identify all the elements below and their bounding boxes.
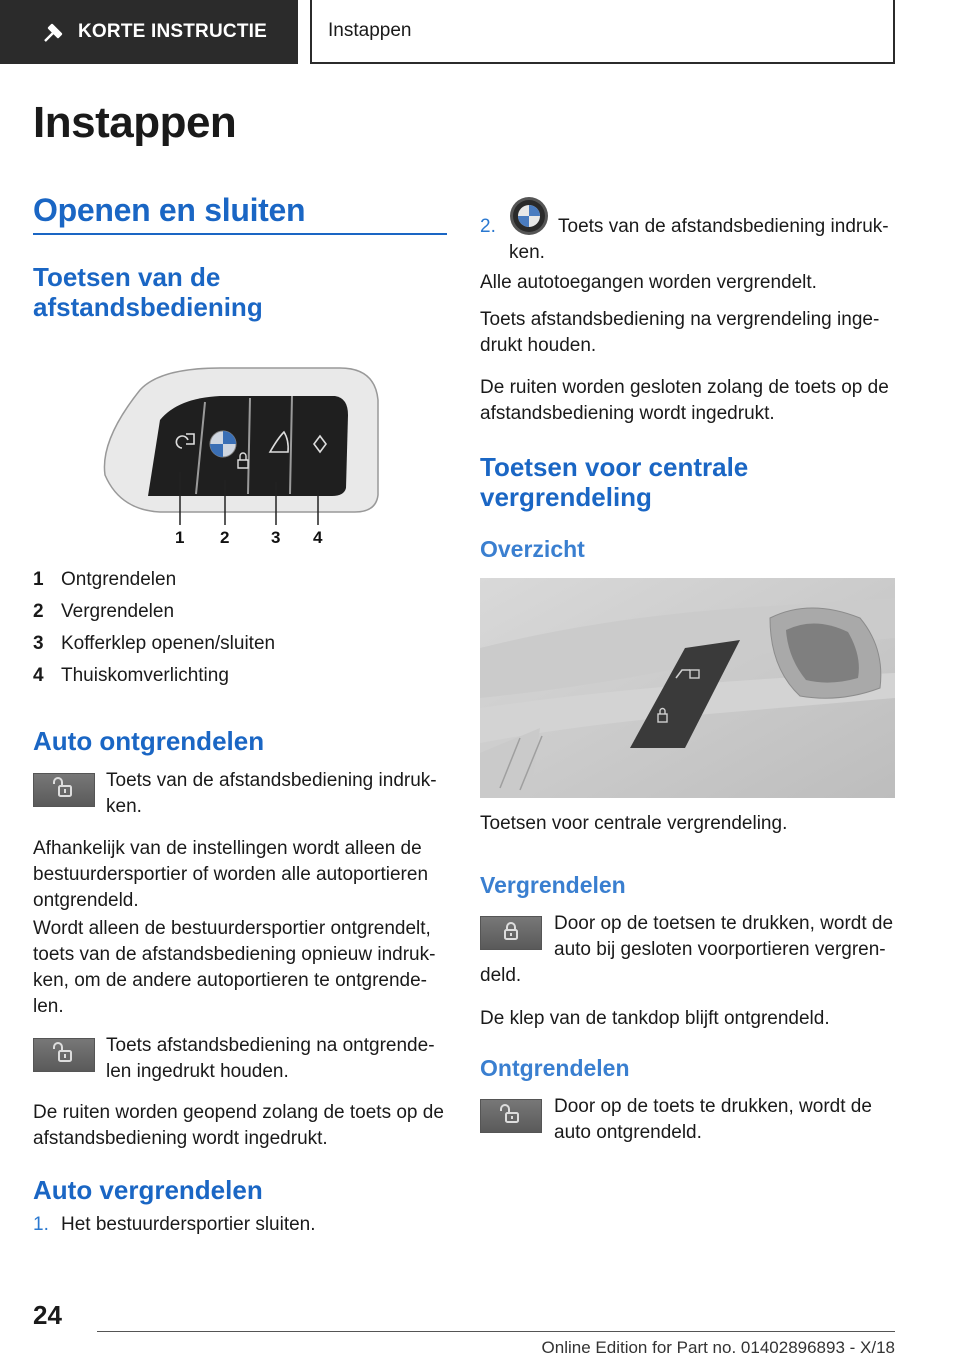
unlock-icon xyxy=(51,777,77,804)
lock-paragraph: De ruiten worden gesloten zolang de toets op de afstandsbediening wordt ingedrukt. xyxy=(480,377,889,424)
overview-heading: Overzicht xyxy=(480,536,585,562)
list-item xyxy=(33,628,447,660)
legend-number: 3 xyxy=(33,633,44,654)
fob-callout: 1 xyxy=(175,528,185,547)
fob-legend xyxy=(33,564,447,692)
unlock-paragraph: Wordt alleen de bestuurdersportier ontgrendelt, toets van de afstandsbediening opnieuw indruk-ken, om de andere autoportieren te ontgrende-len. xyxy=(33,918,436,1017)
lock-paragraph: Toets afstandsbediening na vergrendeling inge-drukt houden. xyxy=(480,309,880,356)
lock-sub-line2: auto bij gesloten voorportieren vergren- xyxy=(554,939,886,960)
unlock-hold-line2: len ingedrukt houden. xyxy=(106,1061,289,1082)
key-fob-image xyxy=(100,360,382,550)
unlock-icon xyxy=(498,1103,524,1130)
legend-text: Vergrendelen xyxy=(61,601,175,622)
unlock-instruction-line2: ken. xyxy=(106,796,142,817)
unlock-button-image xyxy=(33,1038,95,1072)
page-tab[interactable] xyxy=(310,0,895,64)
lock-sub-paragraph: De klep van de tankdop blijft ontgrendeld. xyxy=(480,1008,830,1029)
unlock-sub-line1: Door op de toets te drukken, wordt de xyxy=(554,1096,872,1117)
image-caption: Toetsen voor centrale vergrendeling. xyxy=(480,813,788,834)
unlock-button-image xyxy=(480,1099,542,1133)
lock-sub-line3: deld. xyxy=(480,965,522,986)
legend-number: 1 xyxy=(33,569,44,590)
unlock-button-image xyxy=(33,773,95,807)
section-tab[interactable] xyxy=(0,0,298,64)
lock-sub-line1: Door op de toetsen te drukken, wordt de xyxy=(554,913,894,934)
lock-sub-heading: Vergrendelen xyxy=(480,872,626,898)
step-text-line1: Toets van de afstandsbediening indruk- xyxy=(558,216,889,237)
step-number: 2. xyxy=(480,216,496,237)
unlock-paragraph: Afhankelijk van de instellingen wordt alleen de bestuurdersportier of worden alle autoportieren ontgrendeld. xyxy=(33,838,429,911)
unlock-icon xyxy=(51,1042,77,1069)
central-lock-heading: Toetsen voor centrale vergrendeling xyxy=(480,452,749,512)
edition-note: Online Edition for Part no. 01402896893 - X/18 xyxy=(541,1338,895,1357)
unlock-heading: Auto ontgrendelen xyxy=(33,726,265,756)
fob-callout: 3 xyxy=(271,528,281,547)
section-tab-label: KORTE INSTRUCTIE xyxy=(78,21,267,42)
list-item xyxy=(33,596,447,628)
legend-number: 4 xyxy=(33,665,44,686)
lock-icon xyxy=(500,920,522,947)
unlock-paragraph: De ruiten worden geopend zolang de toets op de afstandsbediening wordt ingedrukt. xyxy=(33,1102,444,1149)
lock-heading: Auto vergrendelen xyxy=(33,1175,263,1205)
list-item xyxy=(33,564,447,596)
lock-paragraph: Alle autotoegangen worden vergrendelt. xyxy=(480,272,817,293)
list-item xyxy=(33,660,447,692)
unlock-hold-line1: Toets afstandsbediening na ontgrende- xyxy=(106,1035,435,1056)
unlock-sub-heading: Ontgrendelen xyxy=(480,1055,630,1081)
section-rule xyxy=(33,233,447,235)
page-tab-label: Instappen xyxy=(328,20,412,41)
legend-text: Thuiskomverlichting xyxy=(61,665,229,686)
unlock-sub-line2: auto ontgrendeld. xyxy=(554,1122,702,1143)
legend-number: 2 xyxy=(33,601,44,622)
legend-text: Ontgrendelen xyxy=(61,569,177,590)
remote-heading: Toetsen van de afstandsbediening xyxy=(33,262,263,322)
bmw-logo-icon xyxy=(509,196,549,236)
fob-callout: 4 xyxy=(313,528,323,547)
page-title: Instappen xyxy=(33,98,237,147)
step-text-line2: ken. xyxy=(509,242,545,263)
step-number: 1. xyxy=(33,1214,49,1235)
car-key-icon xyxy=(40,18,68,46)
page-number: 24 xyxy=(33,1300,62,1330)
door-panel-image xyxy=(480,578,895,798)
legend-text: Kofferklep openen/sluiten xyxy=(61,633,276,654)
lock-button-image xyxy=(480,916,542,950)
section-heading: Openen en sluiten xyxy=(33,192,306,228)
fob-callout: 2 xyxy=(220,528,230,547)
step-text: Het bestuurdersportier sluiten. xyxy=(61,1214,316,1235)
unlock-instruction-line1: Toets van de afstandsbediening indruk- xyxy=(106,770,437,791)
footer-rule xyxy=(97,1331,895,1332)
